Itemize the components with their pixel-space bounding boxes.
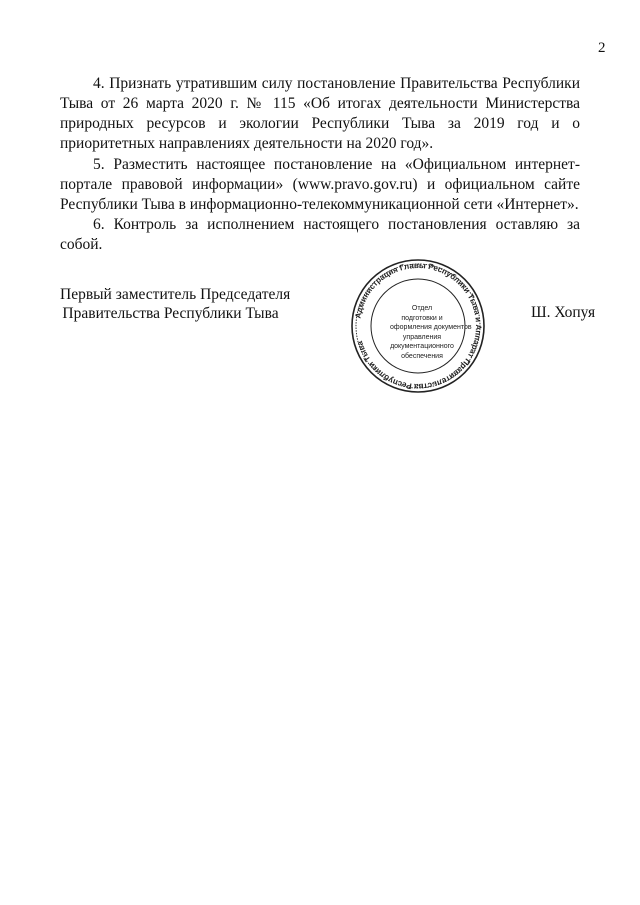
seal-line: Отдел	[411, 305, 433, 312]
paragraph-5: 5. Разместить настоящее постановление на «Официальном интернет-портале правовой информации» (www.pravo.gov.ru) и официальном сайте Республики Тыва в информационно-телекоммуникационной сети «Интернет».	[60, 156, 580, 213]
seal-line: оформления документов	[390, 324, 472, 331]
seal-line: подготовки и	[401, 314, 443, 322]
page-number: 2	[598, 40, 606, 56]
signer-name: Ш. Хопуя	[531, 304, 596, 321]
signer-position-line2: Правительства Республики Тыва	[62, 305, 279, 322]
svg-text:Администрация Главы Республики: Администрация Главы Республики Тыва и Аппарат Правительства Республики Тыва	[353, 260, 484, 392]
paragraph-6: 6. Контроль за исполнением настоящего постановления оставляю за собой.	[60, 216, 580, 253]
signer-position	[60, 285, 291, 323]
signer-position-line1: Первый заместитель Председателя	[60, 286, 291, 303]
seal-line: управления	[402, 333, 442, 341]
seal-line: обеспечения	[401, 352, 443, 360]
paragraph-4: 4. Признать утратившим силу постановление Правительства Республики Тыва от 26 марта 2020 г. № 115 «Об итогах деятельности Министерства природных ресурсов и экологии Республики Тыва за 2019 год и о приоритетных направлениях деятельности на 2020 год».	[60, 75, 580, 152]
seal-center-text	[390, 304, 472, 361]
seal-line: документационного	[390, 343, 454, 350]
